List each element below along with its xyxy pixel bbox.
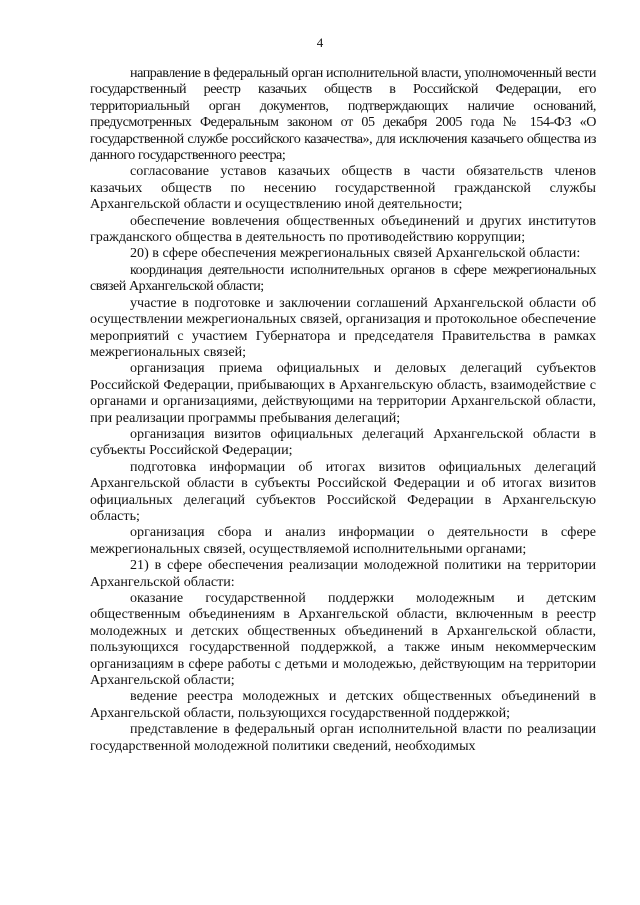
paragraph-cossack-registry-notice: направление в федеральный орган исполнительной власти, уполномоченный вести государственный реестр казачьих обществ в Российской Федерации, его территориальный орган документов, подтверждающих наличие оснований, предусмотренных Федеральным законом от 05 декабря 2005 года № 154-ФЗ «О государственной службе российского казачества», для исключения казачьего общества из данного государственного реестра; — [90, 65, 596, 164]
paragraph-agreements: участие в подготовке и заключении соглашений Архангельской области об осуществлении межрегиональных связей, организация и протокольное обеспечение мероприятий с участием Губернатора и председателя Правительства в рамках межрегиональных связей; — [90, 294, 596, 360]
paragraph-item-21-heading: 21) в сфере обеспечения реализации молодежной политики на территории Архангельской области: — [90, 557, 596, 590]
paragraph-state-support: оказание государственной поддержки молодежным и детским общественным объединениям в Архангельской области, включенным в реестр молодежных и детских общественных объединений в Архангельской области, пользующихся государственной поддержкой, а также иным некоммерческим организациям в сфере работы с детьми и молодежью, действующим на территории Архангельской области; — [90, 590, 596, 689]
paragraph-interregional-coordination: координация деятельности исполнительных органов в сфере межрегиональных связей Архангельской области; — [90, 261, 596, 295]
paragraph-federal-submission: представление в федеральный орган исполнительной власти по реализации государственной молодежной политики сведений, необходимых — [90, 721, 596, 754]
paragraph-registry-maintenance: ведение реестра молодежных и детских общественных объединений в Архангельской области, пользующихся государственной поддержкой; — [90, 688, 596, 721]
page-number: 4 — [316, 35, 324, 50]
paragraph-delegation-reception: организация приема официальных и деловых делегаций субъектов Российской Федерации, прибывающих в Архангельскую область, взаимодействие с органами и организациями, действующими на территории Архангельской области, при реализации программы пребывания делегаций; — [90, 360, 596, 426]
paragraph-visit-results: подготовка информации об итогах визитов официальных делегаций Архангельской области в субъекты Российской Федерации и об итогах визитов официальных делегаций субъектов Российской Федерации в Архангельскую область; — [90, 458, 596, 524]
paragraph-anti-corruption: обеспечение вовлечения общественных объединений и других институтов гражданского общества в деятельность по противодействию коррупции; — [90, 212, 596, 246]
paragraph-information-collection: организация сбора и анализ информации о деятельности в сфере межрегиональных связей, осуществляемой исполнительными органами; — [90, 524, 596, 557]
document-body — [90, 65, 596, 754]
paragraph-item-20-heading: 20) в сфере обеспечения межрегиональных связей Архангельской области: — [130, 245, 581, 262]
paragraph-delegation-visits: организация визитов официальных делегаций Архангельской области в субъекты Российской Федерации; — [90, 425, 596, 459]
paragraph-cossack-charters: согласование уставов казачьих обществ в части обязательств членов казачьих обществ по несению государственной гражданской службы Архангельской области и осуществлению иной деятельности; — [90, 163, 596, 213]
